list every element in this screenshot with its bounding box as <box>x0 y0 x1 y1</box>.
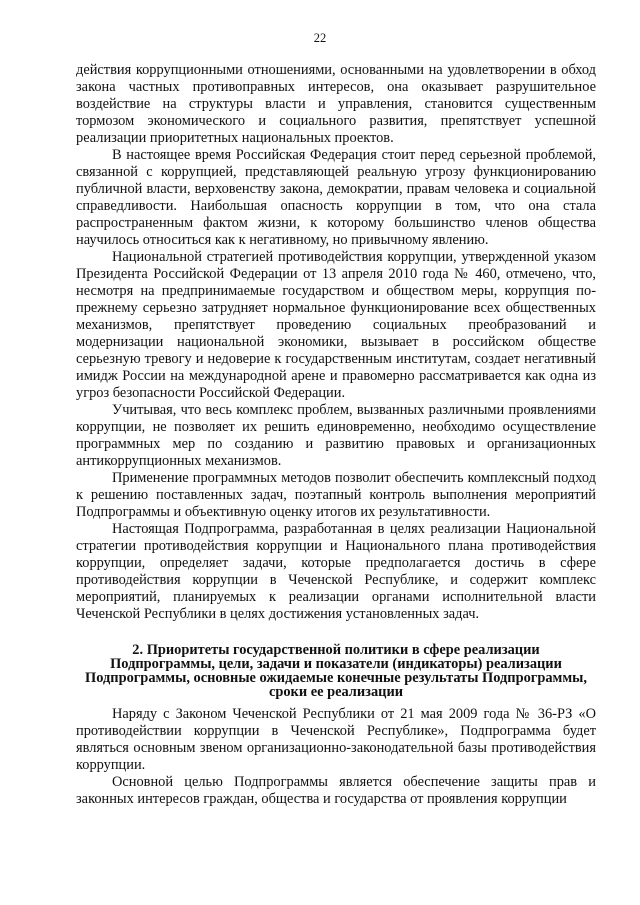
section-heading-line: Подпрограммы, цели, задачи и показатели (индикаторы) реализации <box>110 656 562 672</box>
paragraph-continuation: действия коррупционными отношениями, основанными на удовлетворении в обход закона частных противоправных интересов, она оказывает разрушительное воздействие на структуры власти и управления, становится существенным тормозом экономического и социального развития, препятствует успешной реализации приоритетных национальных проектов. <box>76 62 596 146</box>
paragraph-subprogram: Настоящая Подпрограмма, разработанная в целях реализации Национальной стратегии противодействия коррупции и Национального плана противодействия коррупции, определяет задачи, которые предполагается достичь в сфере противодействия коррупции в Чеченской Республике, и содержит комплекс мероприятий, планируемых к реализации органами исполнительной власти Чеченской Республики в целях достижения установленных задач. <box>76 521 596 622</box>
section-heading <box>76 643 596 699</box>
section-heading-line: сроки ее реализации <box>268 684 404 700</box>
paragraph-complex-problems: Учитывая, что весь комплекс проблем, вызванных различными проявлениями коррупции, не позволяет их решить единовременно, необходимо осуществление программных мер по созданию и развитию правовых и организационных антикоррупционных механизмов. <box>76 402 596 469</box>
document-body <box>76 62 596 808</box>
paragraph-problem: В настоящее время Российская Федерация стоит перед серьезной проблемой, связанной с коррупцией, представляющей реальную угрозу функционированию публичной власти, верховенству закона, демократии, правам человека и социальной справедливости. Наибольшая опасность коррупции в том, что она стала распространенным фактом жизни, к которому большинство членов общества научилось относиться как к негативному, но привычному явлению. <box>76 147 596 248</box>
page-number: 22 <box>313 31 327 45</box>
paragraph-main-goal: Основной целью Подпрограммы является обеспечение защиты прав и законных интересов граждан, общества и государства от проявления коррупции <box>76 774 596 807</box>
section-heading-line: 2. Приоритеты государственной политики в сфере реализации <box>132 642 540 658</box>
section-heading-line: Подпрограммы, основные ожидаемые конечные результаты Подпрограммы, <box>85 670 587 686</box>
paragraph-national-strategy: Национальной стратегией противодействия коррупции, утвержденной указом Президента Российской Федерации от 13 апреля 2010 года № 460, отмечено, что, несмотря на предпринимаемые государством и обществом меры, коррупция по-прежнему серьезно затрудняет нормальное функционирование всех общественных механизмов, препятствует проведению социальных преобразований и модернизации национальной экономики, вызывает в российском обществе серьезную тревогу и недоверие к государственным институтам, создает негативный имидж России на международной арене и правомерно рассматривается как одна из угроз безопасности Российской Федерации. <box>76 249 596 401</box>
paragraph-program-methods: Применение программных методов позволит обеспечить комплексный подход к решению поставленных задач, поэтапный контроль выполнения мероприятий Подпрограммы и объективную оценку итогов их результативности. <box>76 470 596 520</box>
paragraph-law: Наряду с Законом Чеченской Республики от 21 мая 2009 года № 36-РЗ «О противодействии коррупции в Чеченской Республике», Подпрограмма будет являться основным звеном организационно-законодательной базы противодействия коррупции. <box>76 706 596 773</box>
